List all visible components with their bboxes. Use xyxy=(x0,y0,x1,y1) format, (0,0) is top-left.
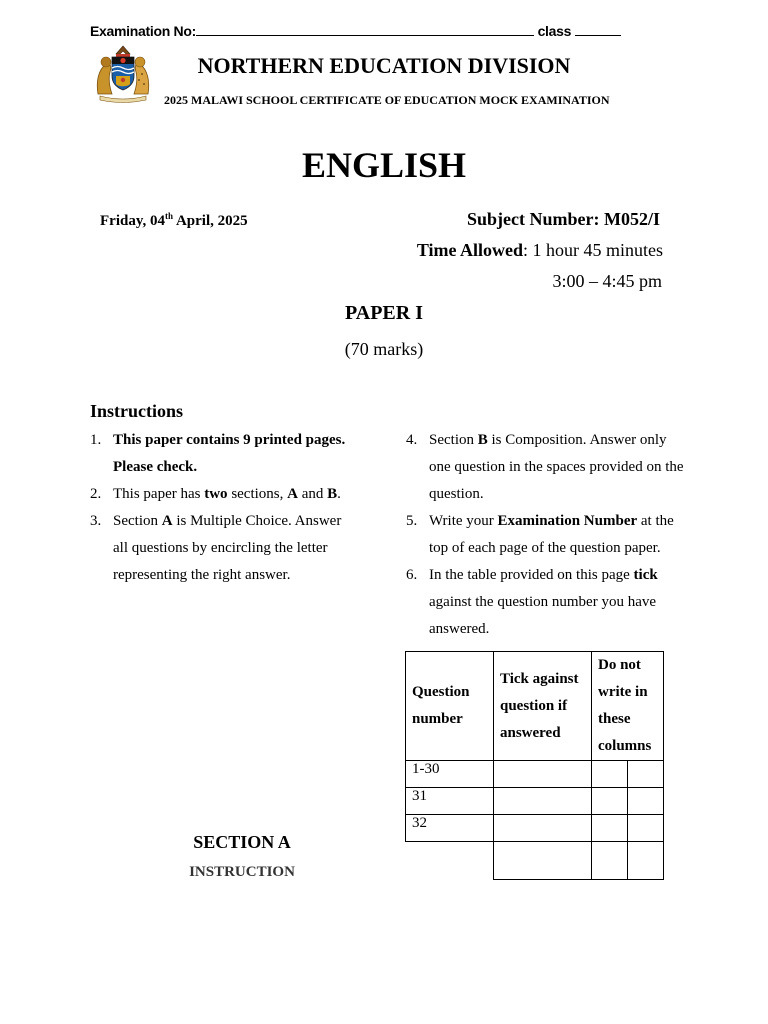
table-row xyxy=(406,761,664,788)
question-number-cell: 32 xyxy=(406,815,494,842)
exam-no-label: Examination No: xyxy=(90,23,196,39)
mock-exam-title: 2025 MALAWI SCHOOL CERTIFICATE OF EDUCATION MOCK EXAMINATION xyxy=(164,93,610,107)
section-a-instruction-label: INSTRUCTION xyxy=(189,864,295,880)
time-allowed: Time Allowed: 1 hour 45 minutes xyxy=(416,240,663,260)
header-tick: Tick against question if answered xyxy=(494,652,592,761)
total-cell xyxy=(494,842,592,880)
class-blank[interactable] xyxy=(575,23,621,36)
paper-title: PAPER I xyxy=(345,302,423,324)
instructions-heading: Instructions xyxy=(90,401,184,421)
instructions-list-left xyxy=(90,427,360,589)
examination-number-line xyxy=(90,23,621,39)
examiner-cell xyxy=(592,761,628,788)
division-title: NORTHERN EDUCATION DIVISION xyxy=(197,53,571,78)
exam-date: Friday, 04th April, 2025 xyxy=(100,211,248,229)
table-row xyxy=(406,788,664,815)
examiner-cell xyxy=(628,788,664,815)
time-range: 3:00 – 4:45 pm xyxy=(552,271,662,291)
header-question-number: Question number xyxy=(406,652,494,761)
subject-number: Subject Number: M052/I xyxy=(467,209,660,229)
examiner-cell xyxy=(592,842,628,880)
question-number-cell: 1-30 xyxy=(406,761,494,788)
examiner-cell xyxy=(592,815,628,842)
tick-cell[interactable] xyxy=(494,815,592,842)
table-header-row xyxy=(406,652,664,761)
tick-cell[interactable] xyxy=(494,788,592,815)
total-marks: (70 marks) xyxy=(344,339,424,359)
section-a-title: SECTION A xyxy=(193,832,291,852)
instructions-list-right xyxy=(406,427,686,643)
class-label: class xyxy=(537,23,572,39)
examiner-cell xyxy=(628,761,664,788)
instruction-item: 5. Write your Examination Number at the top of each page of the question paper. xyxy=(406,513,674,556)
instruction-item: 1. This paper contains 9 printed pages. Please check. xyxy=(90,432,346,475)
instruction-item: 2. This paper has two sections, A and B. xyxy=(90,486,341,502)
exam-no-blank[interactable] xyxy=(196,23,534,36)
question-number-cell: 31 xyxy=(406,788,494,815)
header-do-not-write: Do not write in these columns xyxy=(592,652,664,761)
examiner-cell xyxy=(628,815,664,842)
examiner-cell xyxy=(628,842,664,880)
instruction-item: 6. In the table provided on this page tick against the question number you have answered. xyxy=(406,567,658,637)
subject-title: ENGLISH xyxy=(301,145,467,185)
examiner-cell xyxy=(592,788,628,815)
instruction-item: 3. Section A is Multiple Choice. Answer all questions by encircling the letter representing the right answer. xyxy=(90,513,342,583)
instruction-item: 4. Section B is Composition. Answer only one question in the spaces provided on the question. xyxy=(406,432,684,502)
tick-cell[interactable] xyxy=(494,761,592,788)
